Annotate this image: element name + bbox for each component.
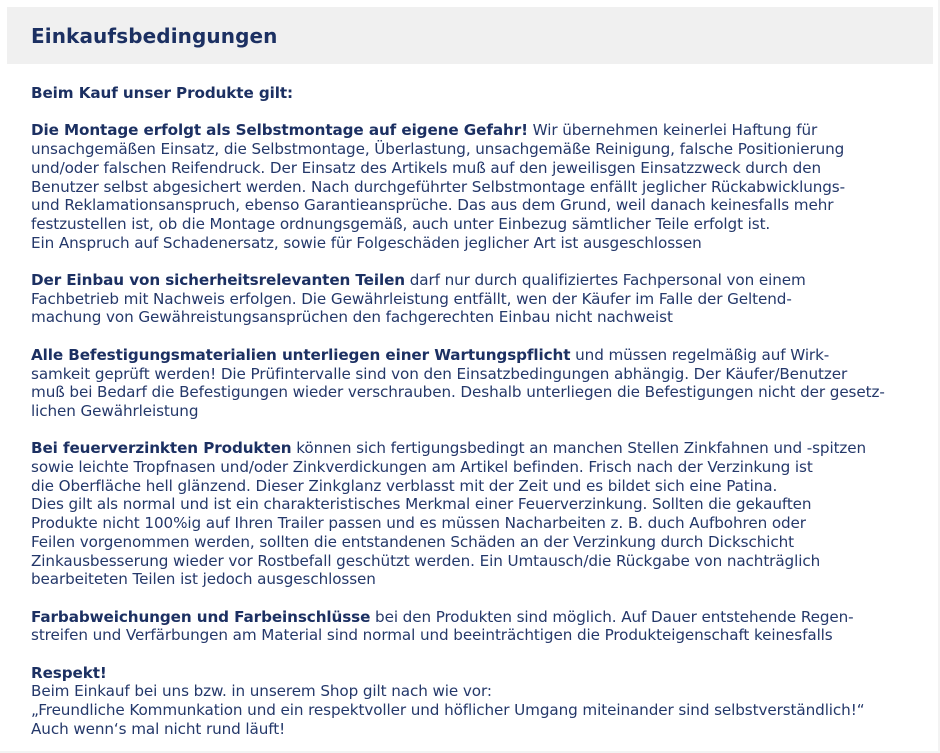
section-line: Alle Befestigungsmaterialien unterliegen einer Wartungspflicht und müssen regelmäßig auf Wirk-	[31, 345, 830, 364]
section-line: Beim Einkauf bei uns bzw. in unserem Shop gilt nach wie vor:	[31, 682, 492, 701]
section-line: Farbabweichungen und Farbeinschlüsse bei den Produkten sind möglich. Auf Dauer entstehende Regen-	[31, 607, 854, 626]
section-line: Dies gilt als normal und ist ein charakteristisches Merkmal einer Feuerverzinkung. Sollten die gekauften	[31, 495, 812, 514]
section-farbabweichungen	[31, 608, 921, 645]
section-line: Bei feuerverzinkten Produkten können sich fertigungsbedingt an manchen Stellen Zinkfahnen und -spitzen	[31, 439, 867, 458]
section-line: sowie leichte Tropfnasen und/oder Zinkverdickungen am Artikel befinden. Frisch nach der Verzinkung ist	[31, 458, 813, 476]
section-lead: Alle Befestigungsmaterialien unterliegen einer Wartungspflicht	[31, 345, 571, 364]
section-line: und Reklamationsanspruch, ebenso Garantieansprüche. Das aus dem Grund, weil danach keinesfalls mehr	[31, 196, 834, 215]
section-line: samkeit geprüft werden! Die Prüfintervalle sind von den Einsatzbedingungen abhängig. Der Käufer/Benutzer	[31, 364, 848, 383]
section-line: Produkte nicht 100%ig auf Ihren Trailer passen und es müssen Nacharbeiten z. B. duch Aufbohren oder	[31, 514, 806, 533]
section-line: Zinkausbesserung wieder vor Rostbefall geschützt werden. Ein Umtausch/die Rückgabe von nachträglich	[31, 551, 821, 570]
section-line	[31, 664, 921, 683]
section-line: Die Montage erfolgt als Selbstmontage auf eigene Gefahr! Wir übernehmen keinerlei Haftung für	[31, 121, 818, 140]
section-line: und/oder falschen Reifendruck. Der Einsatz des Artikels muß auf den jeweilisgen Einsatzzweck durch den	[31, 158, 821, 177]
section-line: muß bei Bedarf die Befestigungen wieder verschrauben. Deshalb unterliegen die Befestigungen nicht der gesetz-	[31, 383, 885, 402]
section-line: lichen Gewährleistung	[31, 401, 199, 420]
section-line: Auch wenn‘s mal nicht rund läuft!	[31, 719, 286, 738]
section-einbau	[31, 271, 921, 327]
section-line: „Freundliche Kommunkation und ein respektvoller und höflicher Umgang miteinander sind selbstverständlich!“	[31, 701, 865, 720]
section-line: Feilen vorgenommen werden, sollten die entstandenen Schäden an der Verzinkung durch Dickschicht	[31, 532, 795, 551]
section-line: Fachbetrieb mit Nachweis erfolgen. Die Gewährleistung entfällt, wen der Käufer im Falle der Geltend-	[31, 289, 792, 308]
section-lead: Bei feuerverzinkten Produkten	[31, 439, 292, 458]
terms-content	[31, 84, 921, 739]
section-lead: Die Montage erfolgt als Selbstmontage auf eigene Gefahr!	[31, 121, 528, 140]
section-line: die Oberfläche hell glänzend. Dieser Zinkglanz verblasst mit der Zeit und es bildet sich eine Patina.	[31, 476, 778, 495]
section-line: unsachgemäßen Einsatz, die Selbstmontage, Überlastung, unsachgemäße Reinigung, falsche Positionierung	[31, 140, 845, 159]
section-line: bearbeiteten Teilen ist jedoch ausgeschlossen	[31, 570, 376, 589]
intro-heading: Beim Kauf unser Produkte gilt:	[31, 84, 293, 102]
section-befestigung	[31, 346, 921, 421]
section-lead: Der Einbau von sicherheitsrelevanten Teilen	[31, 271, 405, 289]
section-line: festzustellen ist, ob die Montage ordnungsgemäß, auch unter Einbezug sämtlicher Teile erfolgt ist.	[31, 214, 771, 233]
section-respekt	[31, 664, 921, 739]
page-title: Einkaufsbedingungen	[31, 24, 278, 48]
section-line: streifen und Verfärbungen am Material sind normal und beeinträchtigen die Produkteigenschaft keinesfalls	[31, 626, 833, 645]
section-lead: Respekt!	[31, 663, 107, 682]
section-line: Benutzer selbst abgesichert werden. Nach durchgeführter Selbstmontage enfällt jeglicher Rückabwicklungs-	[31, 177, 845, 196]
section-line: machung von Gewähreistungsansprüchen den fachgerechten Einbau nicht nachweist	[31, 308, 673, 327]
section-feuerverzinkt	[31, 439, 921, 589]
section-montage	[31, 121, 921, 252]
section-line: Der Einbau von sicherheitsrelevanten Teilen darf nur durch qualifiziertes Fachpersonal von einem	[31, 271, 806, 289]
section-lead: Farbabweichungen und Farbeinschlüsse	[31, 607, 371, 626]
section-line: Ein Anspruch auf Schadenersatz, sowie für Folgeschäden jeglicher Art ist ausgeschlossen	[31, 233, 702, 252]
